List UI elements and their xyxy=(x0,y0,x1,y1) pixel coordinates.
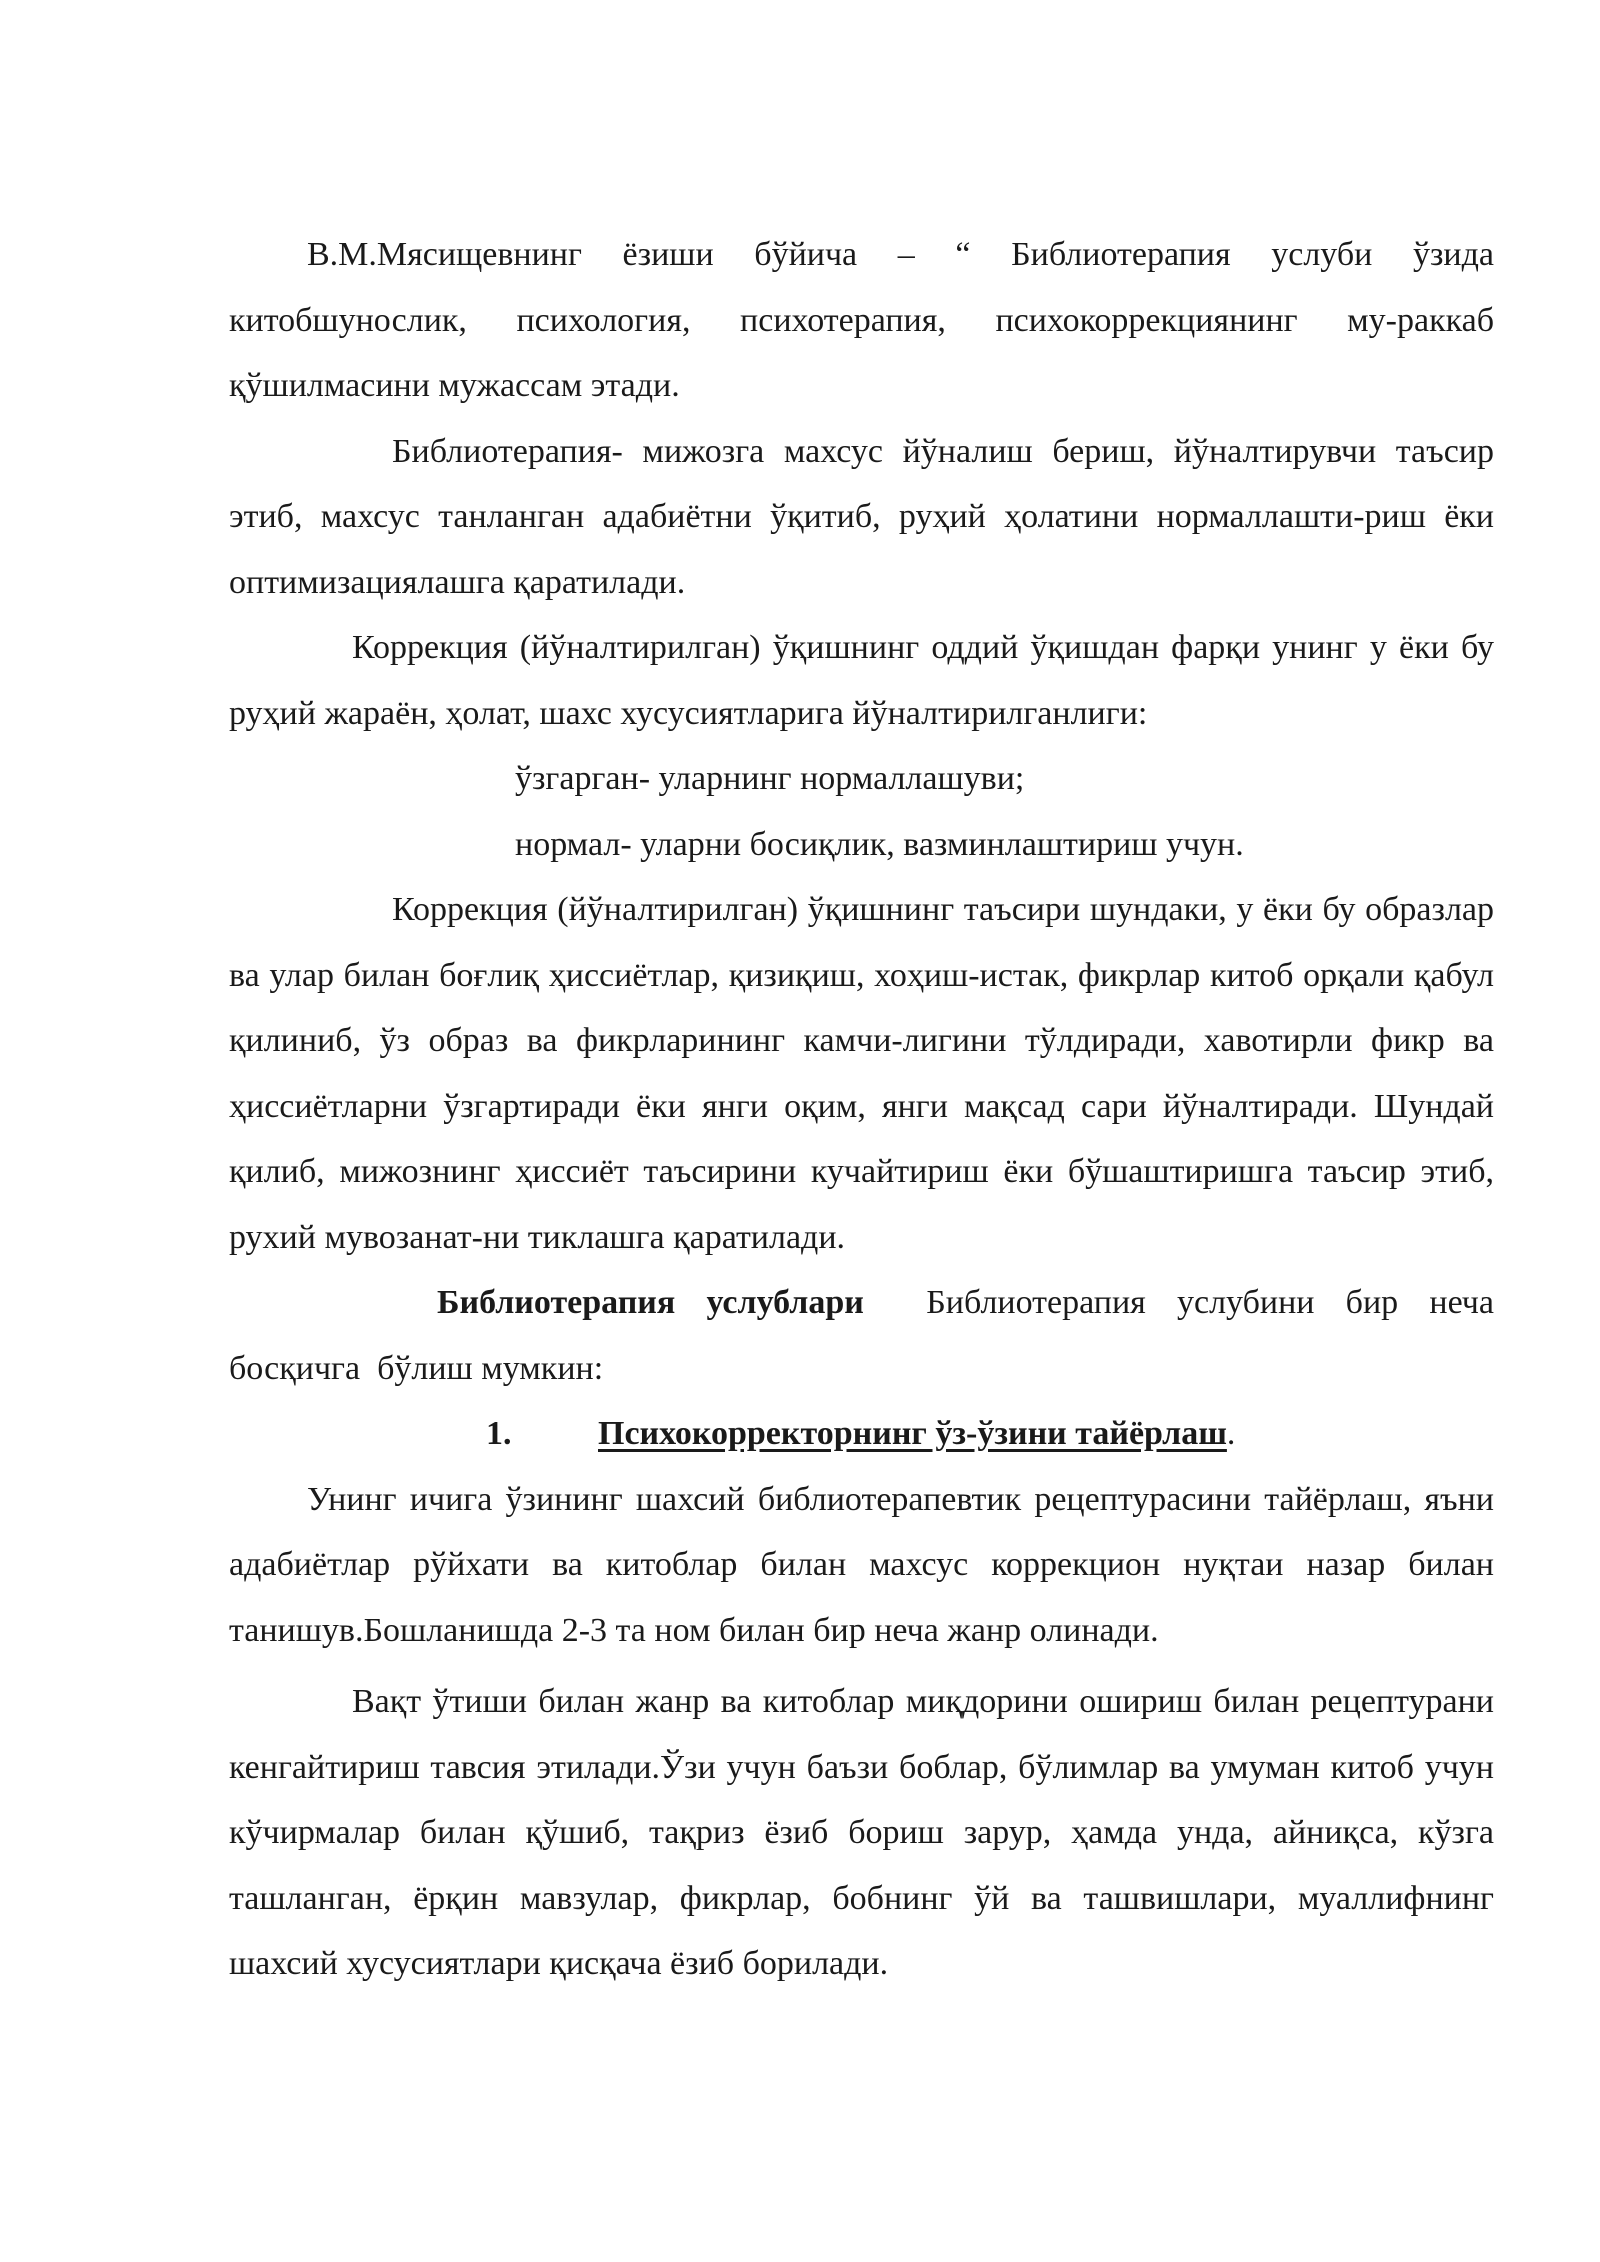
heading-number: 1. xyxy=(486,1415,512,1452)
heading-title: Психокорректорнинг ўз-ўзини тайёрлаш xyxy=(598,1415,1227,1452)
section-heading xyxy=(229,1401,1494,1467)
list-item: ўзгарган- уларнинг нормаллашуви; xyxy=(515,760,1025,797)
paragraph-preparation: Унинг ичига ўзининг шахсий библиотерапевтик рецептурасини тайёрлаш, яъни адабиётлар рўйхати ва китоблар билан махсус коррекцион нуқтаи назар билан танишув.Бошланишда 2-3 та ном билан бир неча жанр олинади. xyxy=(229,1480,1494,1649)
methods-text: Библиотерапия услубини бир неча босқичга бўлиш мумкин: xyxy=(229,1284,1503,1387)
list-item: нормал- уларни босиқлик, вазминлаштириш учун. xyxy=(515,825,1244,863)
document-page xyxy=(229,222,1503,1997)
heading-period: . xyxy=(1226,1415,1236,1452)
paragraph-expansion: Вақт ўтиши билан жанр ва китоблар миқдорини ошириш билан рецептурани кенгайтириш тавсия этилади.Ўзи учун баъзи боблар, бўлимлар ва умуман китоб учун кўчирмалар билан қўшиб, тақриз ёзиб бориш зарур, ҳамда унда, айниқса, кўзга ташланган, ёрқин мавзулар, фикрлар, бобнинг ўй ва ташвишлари, муаллифнинг шахсий хусусиятлари қисқача ёзиб борилади. xyxy=(229,1683,1494,1982)
paragraph-effect: Коррекция (йўналтирилган) ўқишнинг таъсири шундаки, у ёки бу образлар ва улар билан боғлиқ ҳиссиётлар, қизиқиш, хоҳиш-истак, фикрлар китоб орқали қабул қилиниб, ўз образ ва фикрларининг камчи-лигини тўлдиради, хавотирли фикр ва ҳиссиётларни ўзгартиради ёки янги оқим, янги мақсад сари йўналтиради. Шундай қилиб, мижознинг ҳиссиёт таъсирини кучайтириш ёки бўшаштиришга таъсир этиб, рухий мувозанат-ни тиклашга қаратилади. xyxy=(229,891,1494,1256)
paragraph-correction: Коррекция (йўналтирилган) ўқишнинг оддий ўқишдан фарқи унинг у ёки бу руҳий жараён, ҳолат, шахс хусусиятларига йўналтирилганлиги: xyxy=(229,629,1494,732)
methods-bold-label: Библиотерапия услублари xyxy=(437,1284,864,1321)
paragraph-methods xyxy=(229,1270,1503,1401)
paragraph-intro: В.М.Мясищевнинг ёзиши бўйича – “ Библиотерапия услуби ўзида китобшунослик, психология, психотерапия, психокоррекциянинг му-раккаб қўшилмасини мужассам этади. xyxy=(229,236,1494,404)
paragraph-definition: Библиотерапия- мижозга махсус йўналиш бериш, йўналтирувчи таъсир этиб, махсус танланган адабиётни ўқитиб, руҳий ҳолатини нормаллашти-риш ёки оптимизациялашга қаратилади. xyxy=(229,432,1494,601)
